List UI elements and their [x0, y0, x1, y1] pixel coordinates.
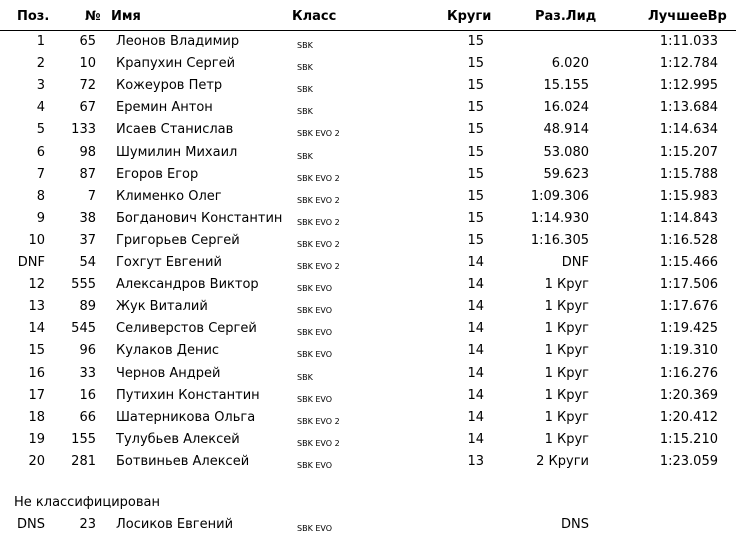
number-cell: 155: [71, 431, 96, 447]
laps-cell: 14: [467, 387, 484, 403]
gap-cell: 48.914: [543, 122, 589, 138]
gap-cell: 2 Круги: [536, 453, 589, 469]
table-row: [0, 451, 736, 473]
header-name: Имя: [111, 9, 141, 24]
number-cell: 66: [79, 409, 96, 425]
position-cell: DNF: [17, 255, 45, 270]
class-cell: SBK: [297, 372, 313, 382]
laps-cell: 15: [467, 56, 484, 72]
gap-cell: 1 Круг: [544, 431, 589, 447]
number-cell: 54: [79, 255, 96, 270]
best-lap-cell: 1:15.788: [659, 166, 718, 182]
best-lap-cell: 1:15.466: [659, 255, 718, 270]
best-lap-cell: 1:13.684: [659, 100, 718, 116]
class-cell: SBK EVO 2: [297, 262, 340, 271]
laps-cell: 14: [467, 321, 484, 337]
gap-cell: 16.024: [543, 100, 589, 116]
name-cell: Шатерникова Ольга: [116, 409, 256, 425]
table-row: [0, 119, 736, 141]
laps-cell: 14: [467, 255, 484, 270]
header-laps: Круги: [447, 9, 492, 24]
class-cell: SBK EVO: [297, 350, 333, 360]
laps-cell: 14: [467, 343, 484, 359]
gap-cell: 15.155: [543, 78, 589, 94]
laps-cell: 13: [467, 453, 484, 469]
best-lap-cell: 1:12.784: [659, 56, 718, 72]
number-cell: 67: [79, 100, 96, 116]
best-lap-cell: 1:17.506: [659, 277, 718, 293]
table-row: [0, 142, 736, 164]
gap-cell: DNF: [561, 255, 589, 270]
table-row: [0, 385, 736, 407]
number-cell: 87: [79, 166, 96, 182]
class-cell: SBK EVO 2: [297, 173, 340, 183]
number-cell: 133: [71, 122, 96, 138]
gap-cell: 1 Круг: [544, 321, 589, 337]
best-lap-cell: 1:11.033: [659, 34, 718, 49]
position-cell: DNS: [17, 517, 45, 532]
best-lap-cell: 1:17.676: [659, 299, 718, 315]
table-row: [0, 208, 736, 230]
class-cell: SBK EVO: [297, 524, 333, 533]
laps-cell: 15: [467, 210, 484, 226]
number-cell: 33: [79, 365, 96, 381]
class-cell: SBK: [297, 41, 313, 50]
gap-cell: 1:16.305: [530, 232, 589, 248]
gap-cell: 1 Круг: [544, 343, 589, 359]
laps-cell: 15: [467, 188, 484, 204]
table-row: [0, 514, 736, 536]
name-cell: Леонов Владимир: [116, 34, 240, 49]
best-lap-cell: 1:20.412: [659, 409, 718, 425]
name-cell: Кулаков Денис: [116, 343, 220, 359]
name-cell: Лосиков Евгений: [116, 517, 234, 532]
laps-cell: 15: [467, 166, 484, 182]
position-cell: 6: [36, 144, 45, 160]
laps-cell: 14: [467, 409, 484, 425]
gap-cell: 1 Круг: [544, 365, 589, 381]
class-cell: SBK EVO: [297, 394, 333, 404]
class-cell: SBK: [297, 85, 313, 95]
table-row: [0, 252, 736, 274]
best-lap-cell: 1:14.843: [659, 210, 718, 226]
header-gap: Раз.Лид: [535, 9, 597, 24]
name-cell: Чернов Андрей: [116, 365, 221, 381]
name-cell: Жук Виталий: [116, 299, 208, 315]
position-cell: 15: [28, 343, 45, 359]
gap-cell: 1:09.306: [530, 188, 589, 204]
number-cell: 37: [79, 232, 96, 248]
number-cell: 16: [79, 387, 96, 403]
name-cell: Кожеуров Петр: [116, 78, 223, 94]
number-cell: 98: [79, 144, 96, 160]
position-cell: 1: [36, 34, 45, 49]
gap-cell: 1 Круг: [544, 409, 589, 425]
best-lap-cell: 1:14.634: [659, 122, 718, 138]
gap-cell: 1 Круг: [544, 299, 589, 315]
class-cell: SBK EVO 2: [297, 416, 340, 426]
number-cell: 96: [79, 343, 96, 359]
header-best-lap: ЛучшееВр: [648, 9, 727, 24]
number-cell: 10: [79, 56, 96, 72]
position-cell: 7: [36, 166, 45, 182]
header-class: Класс: [292, 9, 337, 24]
name-cell: Селиверстов Сергей: [116, 321, 257, 337]
laps-cell: 14: [467, 277, 484, 293]
results-table-header: [0, 0, 736, 31]
position-cell: 8: [36, 188, 45, 204]
class-cell: SBK: [297, 151, 313, 161]
laps-cell: 15: [467, 34, 484, 49]
laps-cell: 14: [467, 431, 484, 447]
number-cell: 89: [79, 299, 96, 315]
laps-cell: 15: [467, 100, 484, 116]
table-row: [0, 186, 736, 208]
best-lap-cell: 1:16.528: [659, 232, 718, 248]
gap-cell: 1 Круг: [544, 277, 589, 293]
best-lap-cell: 1:15.207: [659, 144, 718, 160]
table-row: [0, 318, 736, 340]
position-cell: 19: [28, 431, 45, 447]
table-row: [0, 296, 736, 318]
laps-cell: 15: [467, 122, 484, 138]
class-cell: SBK: [297, 107, 313, 117]
position-cell: 14: [28, 321, 45, 337]
number-cell: 7: [87, 188, 96, 204]
best-lap-cell: 1:20.369: [659, 387, 718, 403]
name-cell: Шумилин Михаил: [116, 144, 238, 160]
position-cell: 12: [28, 277, 45, 293]
name-cell: Гохгут Евгений: [116, 255, 222, 270]
position-cell: 20: [28, 453, 45, 469]
class-cell: SBK EVO 2: [297, 217, 340, 227]
name-cell: Исаев Станислав: [116, 122, 234, 138]
laps-cell: 15: [467, 232, 484, 248]
table-row: [0, 363, 736, 385]
best-lap-cell: 1:23.059: [659, 453, 718, 469]
number-cell: 545: [71, 321, 96, 337]
table-row: [0, 340, 736, 362]
gap-cell: 1 Круг: [544, 387, 589, 403]
best-lap-cell: 1:15.210: [659, 431, 718, 447]
not-classified-title: Не классифицирован: [14, 495, 160, 510]
laps-cell: 15: [467, 144, 484, 160]
name-cell: Александров Виктор: [116, 277, 259, 293]
class-cell: SBK EVO: [297, 306, 333, 316]
position-cell: 10: [28, 232, 45, 248]
class-cell: SBK EVO 2: [297, 239, 340, 249]
position-cell: 9: [36, 210, 45, 226]
class-cell: SBK EVO: [297, 328, 333, 338]
laps-cell: 15: [467, 78, 484, 94]
laps-cell: 14: [467, 365, 484, 381]
name-cell: Богданович Константин: [116, 210, 283, 226]
position-cell: 16: [28, 365, 45, 381]
best-lap-cell: 1:16.276: [659, 365, 718, 381]
number-cell: 23: [79, 517, 96, 532]
number-cell: 38: [79, 210, 96, 226]
table-row: [0, 407, 736, 429]
gap-cell: 1:14.930: [530, 210, 589, 226]
position-cell: 17: [28, 387, 45, 403]
header-position: Поз.: [17, 9, 50, 24]
position-cell: 18: [28, 409, 45, 425]
laps-cell: 14: [467, 299, 484, 315]
position-cell: 2: [36, 56, 45, 72]
table-row: [0, 31, 736, 53]
table-row: [0, 97, 736, 119]
name-cell: Егоров Егор: [116, 166, 199, 182]
name-cell: Еремин Антон: [116, 100, 213, 116]
class-cell: SBK EVO 2: [297, 438, 340, 448]
table-row: [0, 429, 736, 451]
class-cell: SBK EVO: [297, 460, 333, 470]
gap-cell: 53.080: [543, 144, 589, 160]
header-number: №: [85, 9, 101, 24]
position-cell: 13: [28, 299, 45, 315]
gap-cell: 59.623: [543, 166, 589, 182]
class-cell: SBK EVO 2: [297, 195, 340, 205]
position-cell: 5: [36, 122, 45, 138]
gap-cell: 6.020: [551, 56, 589, 72]
class-cell: SBK EVO 2: [297, 129, 340, 139]
table-row: [0, 53, 736, 75]
number-cell: 555: [71, 277, 96, 293]
name-cell: Крапухин Сергей: [116, 56, 236, 72]
gap-cell: DNS: [561, 517, 589, 532]
table-row: [0, 230, 736, 252]
number-cell: 72: [79, 78, 96, 94]
best-lap-cell: 1:19.310: [659, 343, 718, 359]
number-cell: 65: [79, 34, 96, 49]
name-cell: Клименко Олег: [116, 188, 222, 204]
table-row: [0, 164, 736, 186]
name-cell: Тулубьев Алексей: [116, 431, 240, 447]
name-cell: Путихин Константин: [116, 387, 260, 403]
position-cell: 4: [36, 100, 45, 116]
name-cell: Ботвиньев Алексей: [116, 453, 250, 469]
best-lap-cell: 1:19.425: [659, 321, 718, 337]
table-row: [0, 75, 736, 97]
class-cell: SBK EVO: [297, 284, 333, 294]
class-cell: SBK: [297, 63, 313, 73]
number-cell: 281: [71, 453, 96, 469]
name-cell: Григорьев Сергей: [116, 232, 240, 248]
table-row: [0, 274, 736, 296]
best-lap-cell: 1:12.995: [659, 78, 718, 94]
position-cell: 3: [36, 78, 45, 94]
best-lap-cell: 1:15.983: [659, 188, 718, 204]
